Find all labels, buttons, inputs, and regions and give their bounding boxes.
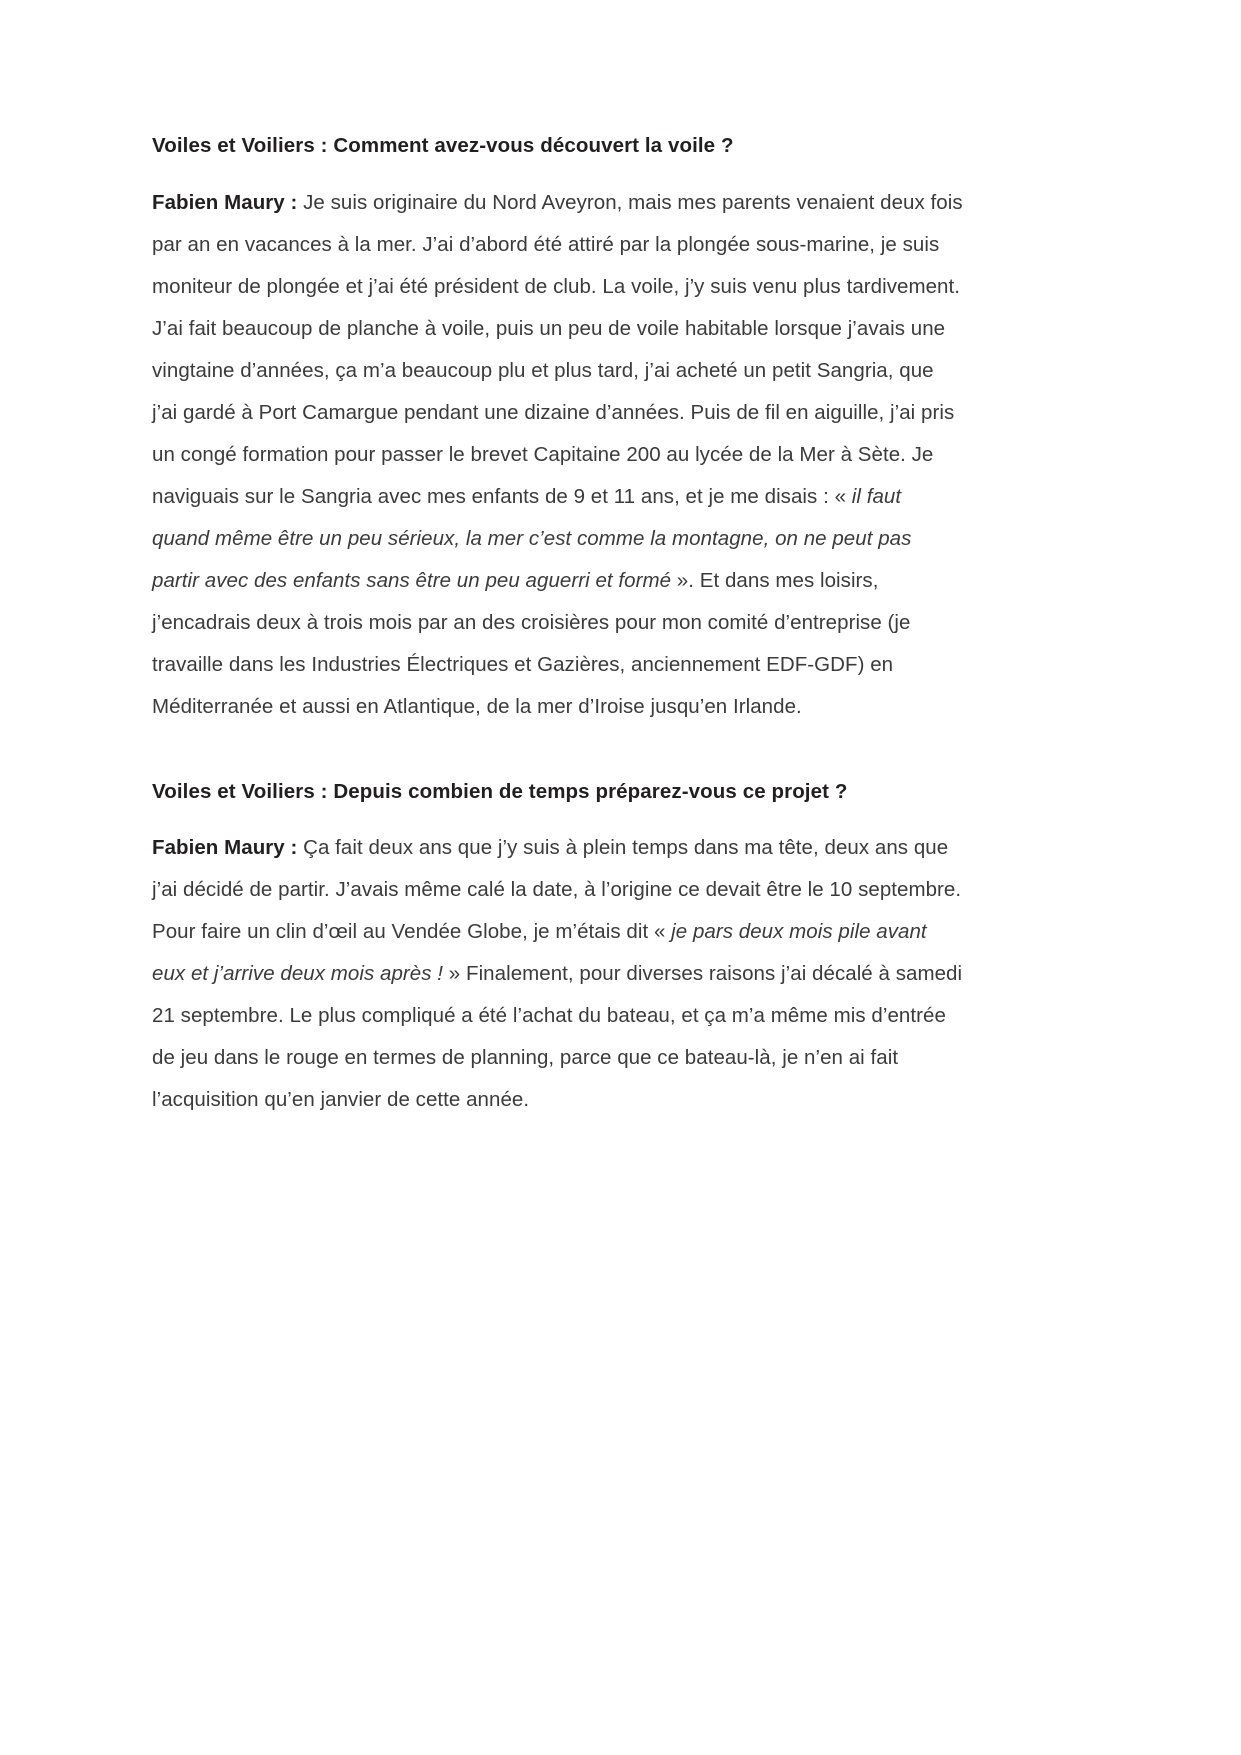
answer-1-part-3: ». Et dans mes loisirs, j’encadrais deux à trois mois par an des croisières pour mon comité d’entreprise (je travaille dans les Industries Électriques et Gazières, anciennement EDF-GDF) en Méditerranée et aussi en Atlantique, de la mer d’Iroise jusqu’en Irlande.	[152, 568, 911, 718]
speaker-label-1: Fabien Maury :	[152, 190, 298, 214]
question-heading-2: Voiles et Voiliers : Depuis combien de temps préparez-vous ce projet ?	[152, 779, 848, 803]
answer-1-part-1: Je suis originaire du Nord Aveyron, mais mes parents venaient deux fois par an en vacances à la mer. J’ai d’abord été attiré par la plongée sous-marine, je suis moniteur de plongée et j’ai été président de club. La voile, j’y suis venu plus tardivement. J’ai fait beaucoup de planche à voile, puis un peu de voile habitable lorsque j’avais une vingtaine d’années, ça m’a beaucoup plu et plus tard, j’ai acheté un petit Sangria, que j’ai gardé à Port Camargue pendant une dizaine d’années. Puis de fil en aiguille, j’ai pris un congé formation pour passer le brevet Capitaine 200 au lycée de la Mer à Sète. Je naviguais sur le Sangria avec mes enfants de 9 et 11 ans, et je me disais : «	[152, 190, 963, 508]
section-spacer	[152, 728, 964, 778]
answer-2	[152, 827, 964, 1121]
answer-2-part-3: » Finalement, pour diverses raisons j’ai décalé à samedi 21 septembre. Le plus compliqué a été l’achat du bateau, et ça m’a même mis d’entrée de jeu dans le rouge en termes de planning, parce que ce bateau-là, je n’en ai fait l’acquisition qu’en janvier de cette année.	[152, 962, 963, 1112]
answer-1	[152, 182, 964, 728]
answer-1-quote-italic: il faut quand même être un peu sérieux, la mer c’est comme la montagne, on ne peut pas partir avec des enfants sans être un peu aguerri et formé	[152, 484, 912, 592]
answer-2-quote-italic: je pars deux mois pile avant eux et j’arrive deux mois après !	[152, 920, 927, 986]
question-heading-1: Voiles et Voiliers : Comment avez-vous découvert la voile ?	[152, 134, 734, 157]
answer-2-part-1: Ça fait deux ans que j’y suis à plein temps dans ma tête, deux ans que j’ai décidé de partir. J’avais même calé la date, à l’origine ce devait être le 10 septembre. Pour faire un clin d’œil au Vendée Globe, je m’étais dit «	[152, 836, 962, 944]
document-content	[152, 132, 964, 1121]
speaker-label-2: Fabien Maury :	[152, 836, 298, 860]
